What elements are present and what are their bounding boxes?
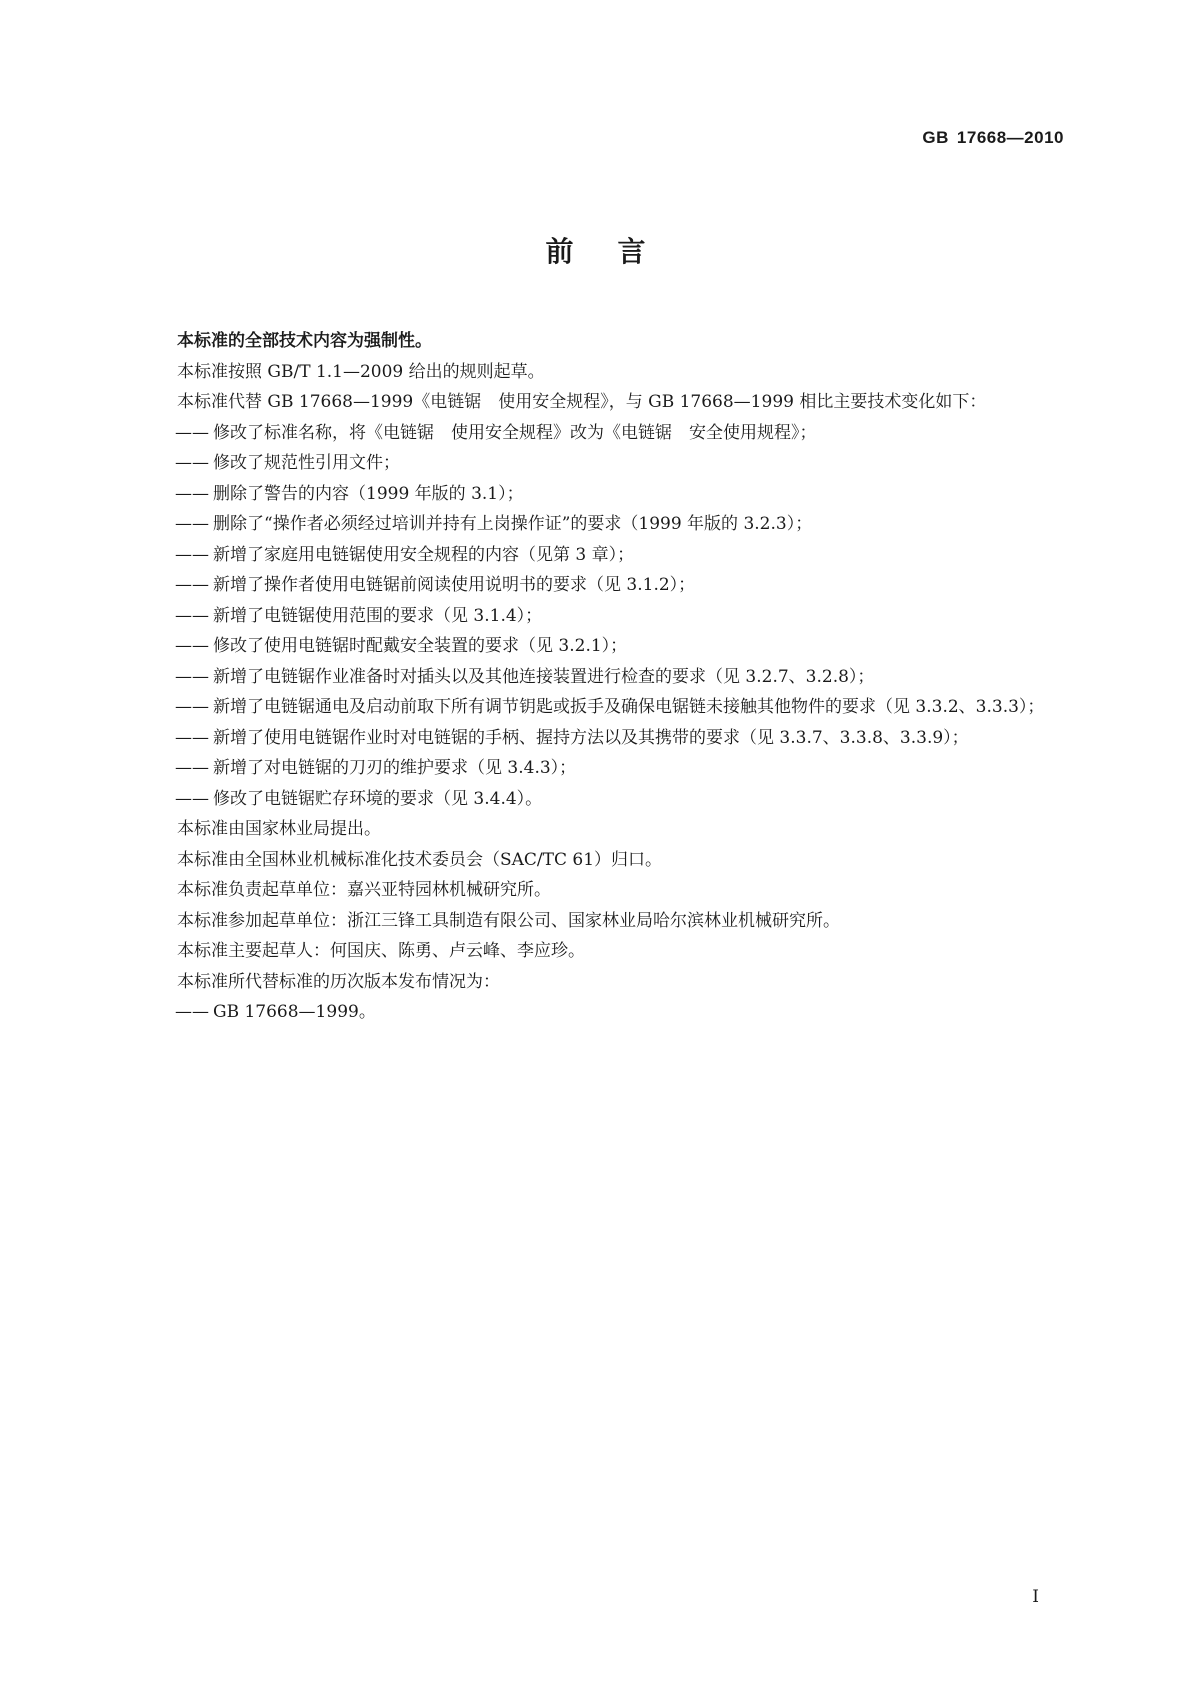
- list-dash: ——: [175, 697, 209, 717]
- list-dash: ——: [175, 514, 209, 534]
- list-dash: ——: [175, 666, 209, 687]
- list-dash: ——: [175, 575, 209, 595]
- list-item: —— 删除了警告的内容（1999 年版的 3.1）；: [125, 479, 1061, 510]
- standard-code-prefix: GB: [922, 128, 949, 147]
- list-item: —— 删除了“操作者必须经过培训并持有上岗操作证”的要求（1999 年版的 3.2.3）；: [125, 509, 1061, 540]
- list-item: —— 新增了电链锯使用范围的要求（见 3.1.4）；: [125, 601, 1061, 632]
- paragraph-replaces: 本标准代替 GB 17668—1999《电链锯 使用安全规程》，与 GB 17668—1999 相比主要技术变化如下：: [177, 392, 987, 412]
- list-dash: ——: [175, 605, 209, 626]
- list-item: —— 修改了规范性引用文件；: [125, 448, 1061, 479]
- list-dash: ——: [175, 483, 209, 504]
- list-dash: ——: [175, 727, 209, 748]
- list-dash: ——: [175, 1002, 209, 1022]
- list-item: —— 新增了电链锯作业准备时对插头以及其他连接装置进行检查的要求（见 3.2.7、3.2.8）；: [125, 662, 1061, 693]
- page-number: I: [1032, 1587, 1039, 1607]
- paragraph-mandatory: 本标准的全部技术内容为强制性。: [177, 331, 432, 351]
- list-item: —— 新增了对电链锯的刀刃的维护要求（见 3.4.3）；: [125, 753, 1061, 784]
- standard-code: [922, 128, 1064, 148]
- list-item: —— 新增了电链锯通电及启动前取下所有调节钥匙或扳手及确保电锯链未接触其他物件的要求（见 3.3.2、3.3.3）；: [125, 692, 1061, 723]
- list-item: —— 修改了电链锯贮存环境的要求（见 3.4.4）。: [125, 784, 1061, 815]
- list-dash: ——: [175, 422, 209, 443]
- list-item: —— 新增了家庭用电链锯使用安全规程的内容（见第 3 章）；: [125, 540, 1061, 571]
- paragraph-main-drafters: 本标准主要起草人：何国庆、陈勇、卢云峰、李应珍。: [177, 941, 585, 961]
- list-item: —— 修改了标准名称，将《电链锯 使用安全规程》改为《电链锯 安全使用规程》；: [125, 418, 1061, 449]
- paragraph-proposed-by: 本标准由国家林业局提出。: [177, 819, 381, 839]
- list-dash: ——: [175, 544, 209, 565]
- list-dash: ——: [175, 788, 209, 809]
- standard-code-number: 17668—2010: [956, 128, 1064, 147]
- paragraph-lead-drafter-org: 本标准负责起草单位：嘉兴亚特园林机械研究所。: [177, 880, 551, 900]
- changes-list: [125, 418, 1061, 815]
- list-item: —— 新增了使用电链锯作业时对电链锯的手柄、握持方法以及其携带的要求（见 3.3.7、3.3.8、3.3.9）；: [125, 723, 1061, 754]
- paragraph-drafting-rules: 本标准按照 GB/T 1.1—2009 给出的规则起草。: [177, 361, 545, 382]
- paragraph-history-intro: 本标准所代替标准的历次版本发布情况为：: [177, 971, 500, 992]
- page-title: 前言: [545, 235, 690, 268]
- list-dash: ——: [175, 636, 209, 656]
- list-item: —— 修改了使用电链锯时配戴安全装置的要求（见 3.2.1）；: [125, 631, 1061, 662]
- list-dash: ——: [175, 453, 209, 473]
- paragraph-participating-orgs: 本标准参加起草单位：浙江三锋工具制造有限公司、国家林业局哈尔滨林业机械研究所。: [177, 910, 840, 931]
- foreword-body: [125, 326, 1061, 1028]
- history-list: [125, 997, 1061, 1028]
- list-item: —— GB 17668—1999。: [125, 997, 1061, 1028]
- paragraph-under-jurisdiction: 本标准由全国林业机械标准化技术委员会（SAC/TC 61）归口。: [177, 849, 663, 870]
- list-item: —— 新增了操作者使用电链锯前阅读使用说明书的要求（见 3.1.2）；: [125, 570, 1061, 601]
- list-dash: ——: [175, 758, 209, 778]
